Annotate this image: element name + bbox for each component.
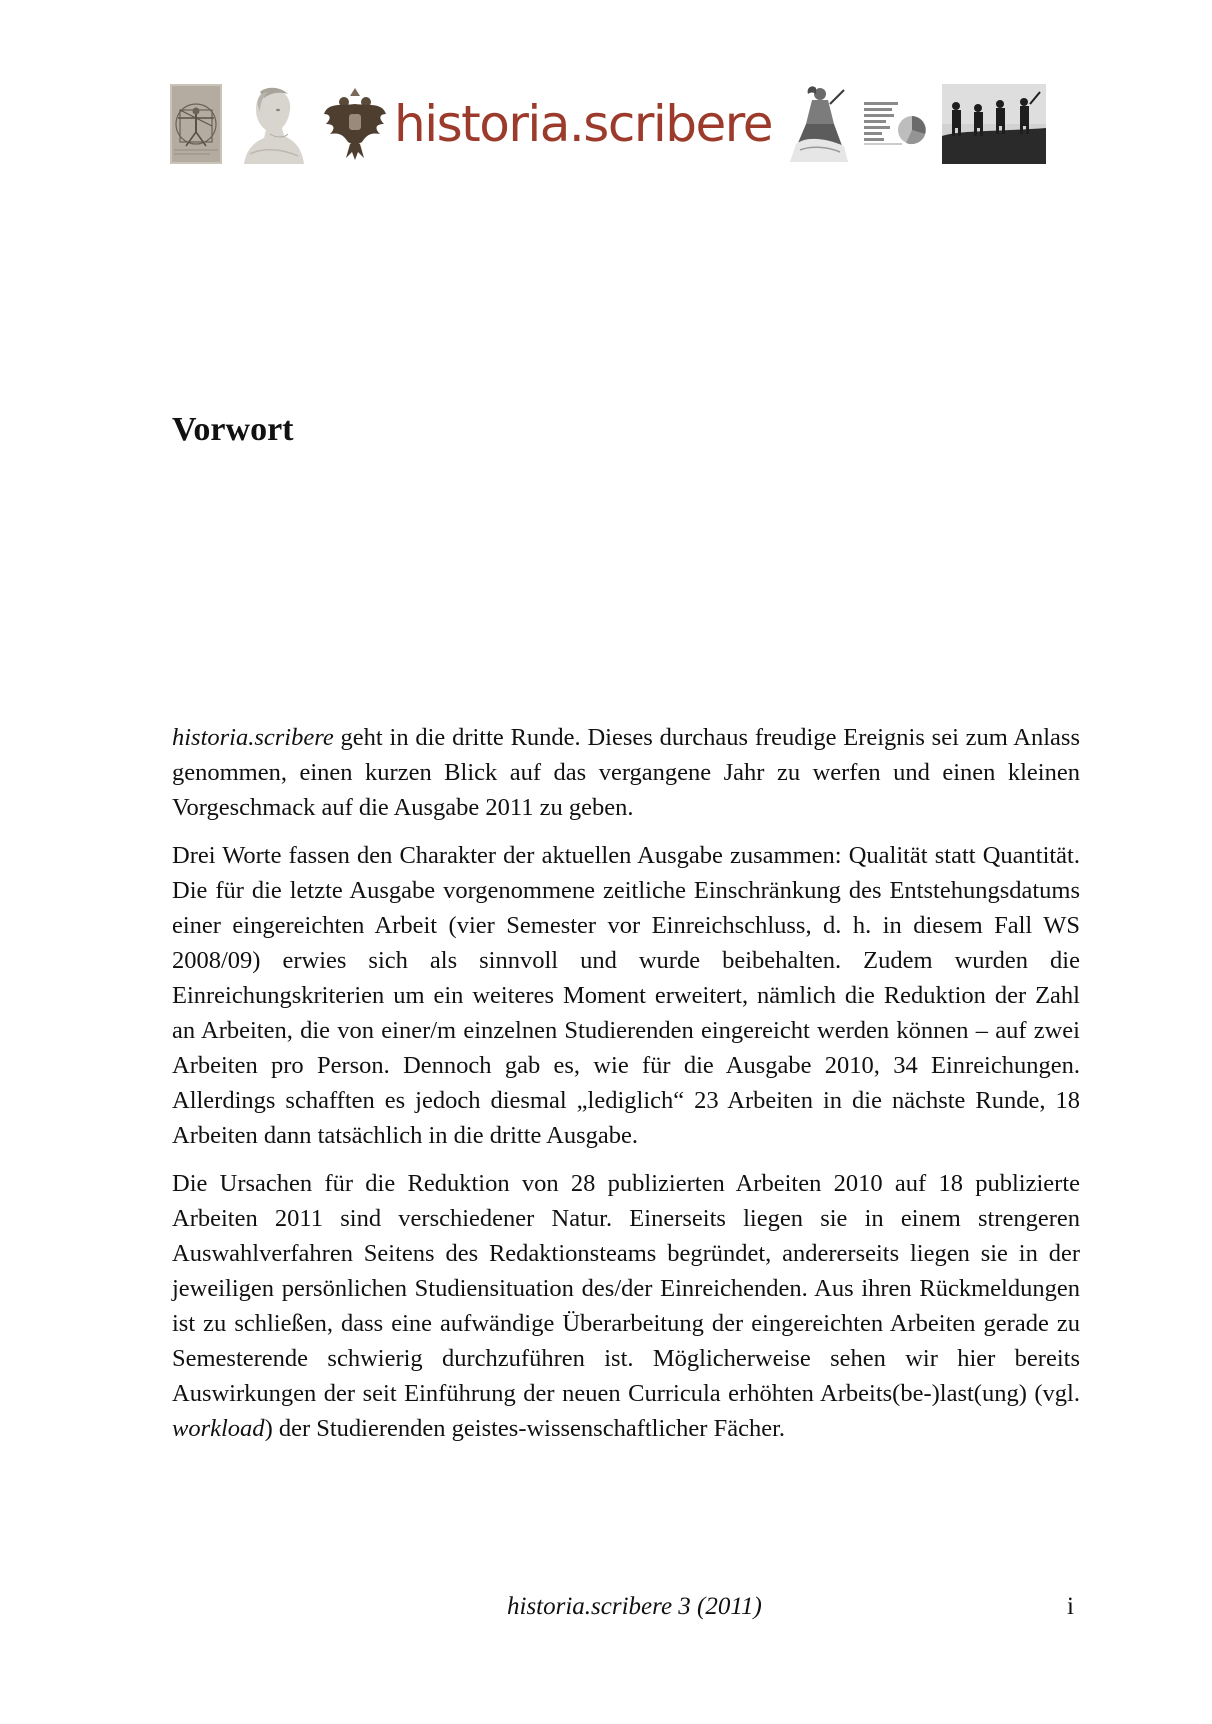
vitruvian-man-icon <box>170 84 222 164</box>
paragraph-3-text-after: ) der Studierenden geistes-wissenschaftlicher Fächer. <box>264 1415 786 1442</box>
header-banner <box>170 82 1102 166</box>
soldiers-silhouette-icon <box>942 84 1046 164</box>
paragraph-1-text: geht in die dritte Runde. Dieses durchaus freudige Ereignis sei zum Anlass genommen, einen kurzen Blick auf das vergangene Jahr zu werfen und einen kleinen Vorgeschmack auf die Ausgabe 2011 zu geben. <box>172 724 1080 821</box>
paragraph-2: Drei Worte fassen den Charakter der aktuellen Ausgabe zusammen: Qualität statt Quantität. Die für die letzte Ausgabe vorgenommene zeitliche Einschränkung des Entstehungsdatums einer eingereichten Arbeit (vier Semester vor Einreichschluss, d. h. in diesem Fall WS 2008/09) erwies sich als sinnvoll und wurde beibehalten. Zudem wurden die Einreichungskriterien um ein weiteres Moment erweitert, nämlich die Reduktion der Zahl an Arbeiten, die von einer/m einzelnen Studierenden eingereicht werden können – auf zwei Arbeiten pro Person. Dennoch gab es, wie für die Ausgabe 2010, 34 Einreichungen. Allerdings schafften es jedoch diesmal „lediglich“ 23 Arbeiten in die nächste Runde, 18 Arbeiten dann tatsächlich in die dritte Ausgabe. <box>172 842 1080 1149</box>
statistics-chart-icon <box>862 84 928 164</box>
paragraph-1 <box>172 720 1080 825</box>
baroque-figure-icon <box>786 84 852 164</box>
body-text <box>172 720 1080 1459</box>
footer-journal-citation: historia.scribere 3 (2011) <box>507 1593 762 1620</box>
footer-page-number: i <box>1067 1593 1074 1620</box>
journal-title-italic: historia.scribere <box>172 724 334 751</box>
paragraph-3-text-before: Die Ursachen für die Reduktion von 28 publizierten Arbeiten 2010 auf 18 publizierte Arbeiten 2011 sind verschiedener Natur. Einerseits liegen sie in einem strengeren Auswahlverfahren Seitens des Redaktionsteams begründet, andererseits liegen sie in der jeweiligen persönlichen Studiensituation des/der Einreichenden. Aus ihren Rückmeldungen ist zu schließen, dass eine aufwändige Überarbeitung der eingereichten Arbeiten gerade zu Semesterende schwierig durchzuführen ist. Möglicherweise sehen wir hier bereits Auswirkungen der seit Einführung der neuen Curricula erhöhten Arbeits(be-)last(ung) (vgl. <box>172 1170 1080 1407</box>
workload-term-italic: workload <box>172 1415 265 1442</box>
double-headed-eagle-icon <box>322 84 388 164</box>
classical-bust-icon <box>236 84 310 164</box>
page-heading: Vorwort <box>172 411 294 448</box>
brand-wordmark: historia.scribere <box>394 95 773 153</box>
paragraph-3 <box>172 1166 1080 1446</box>
